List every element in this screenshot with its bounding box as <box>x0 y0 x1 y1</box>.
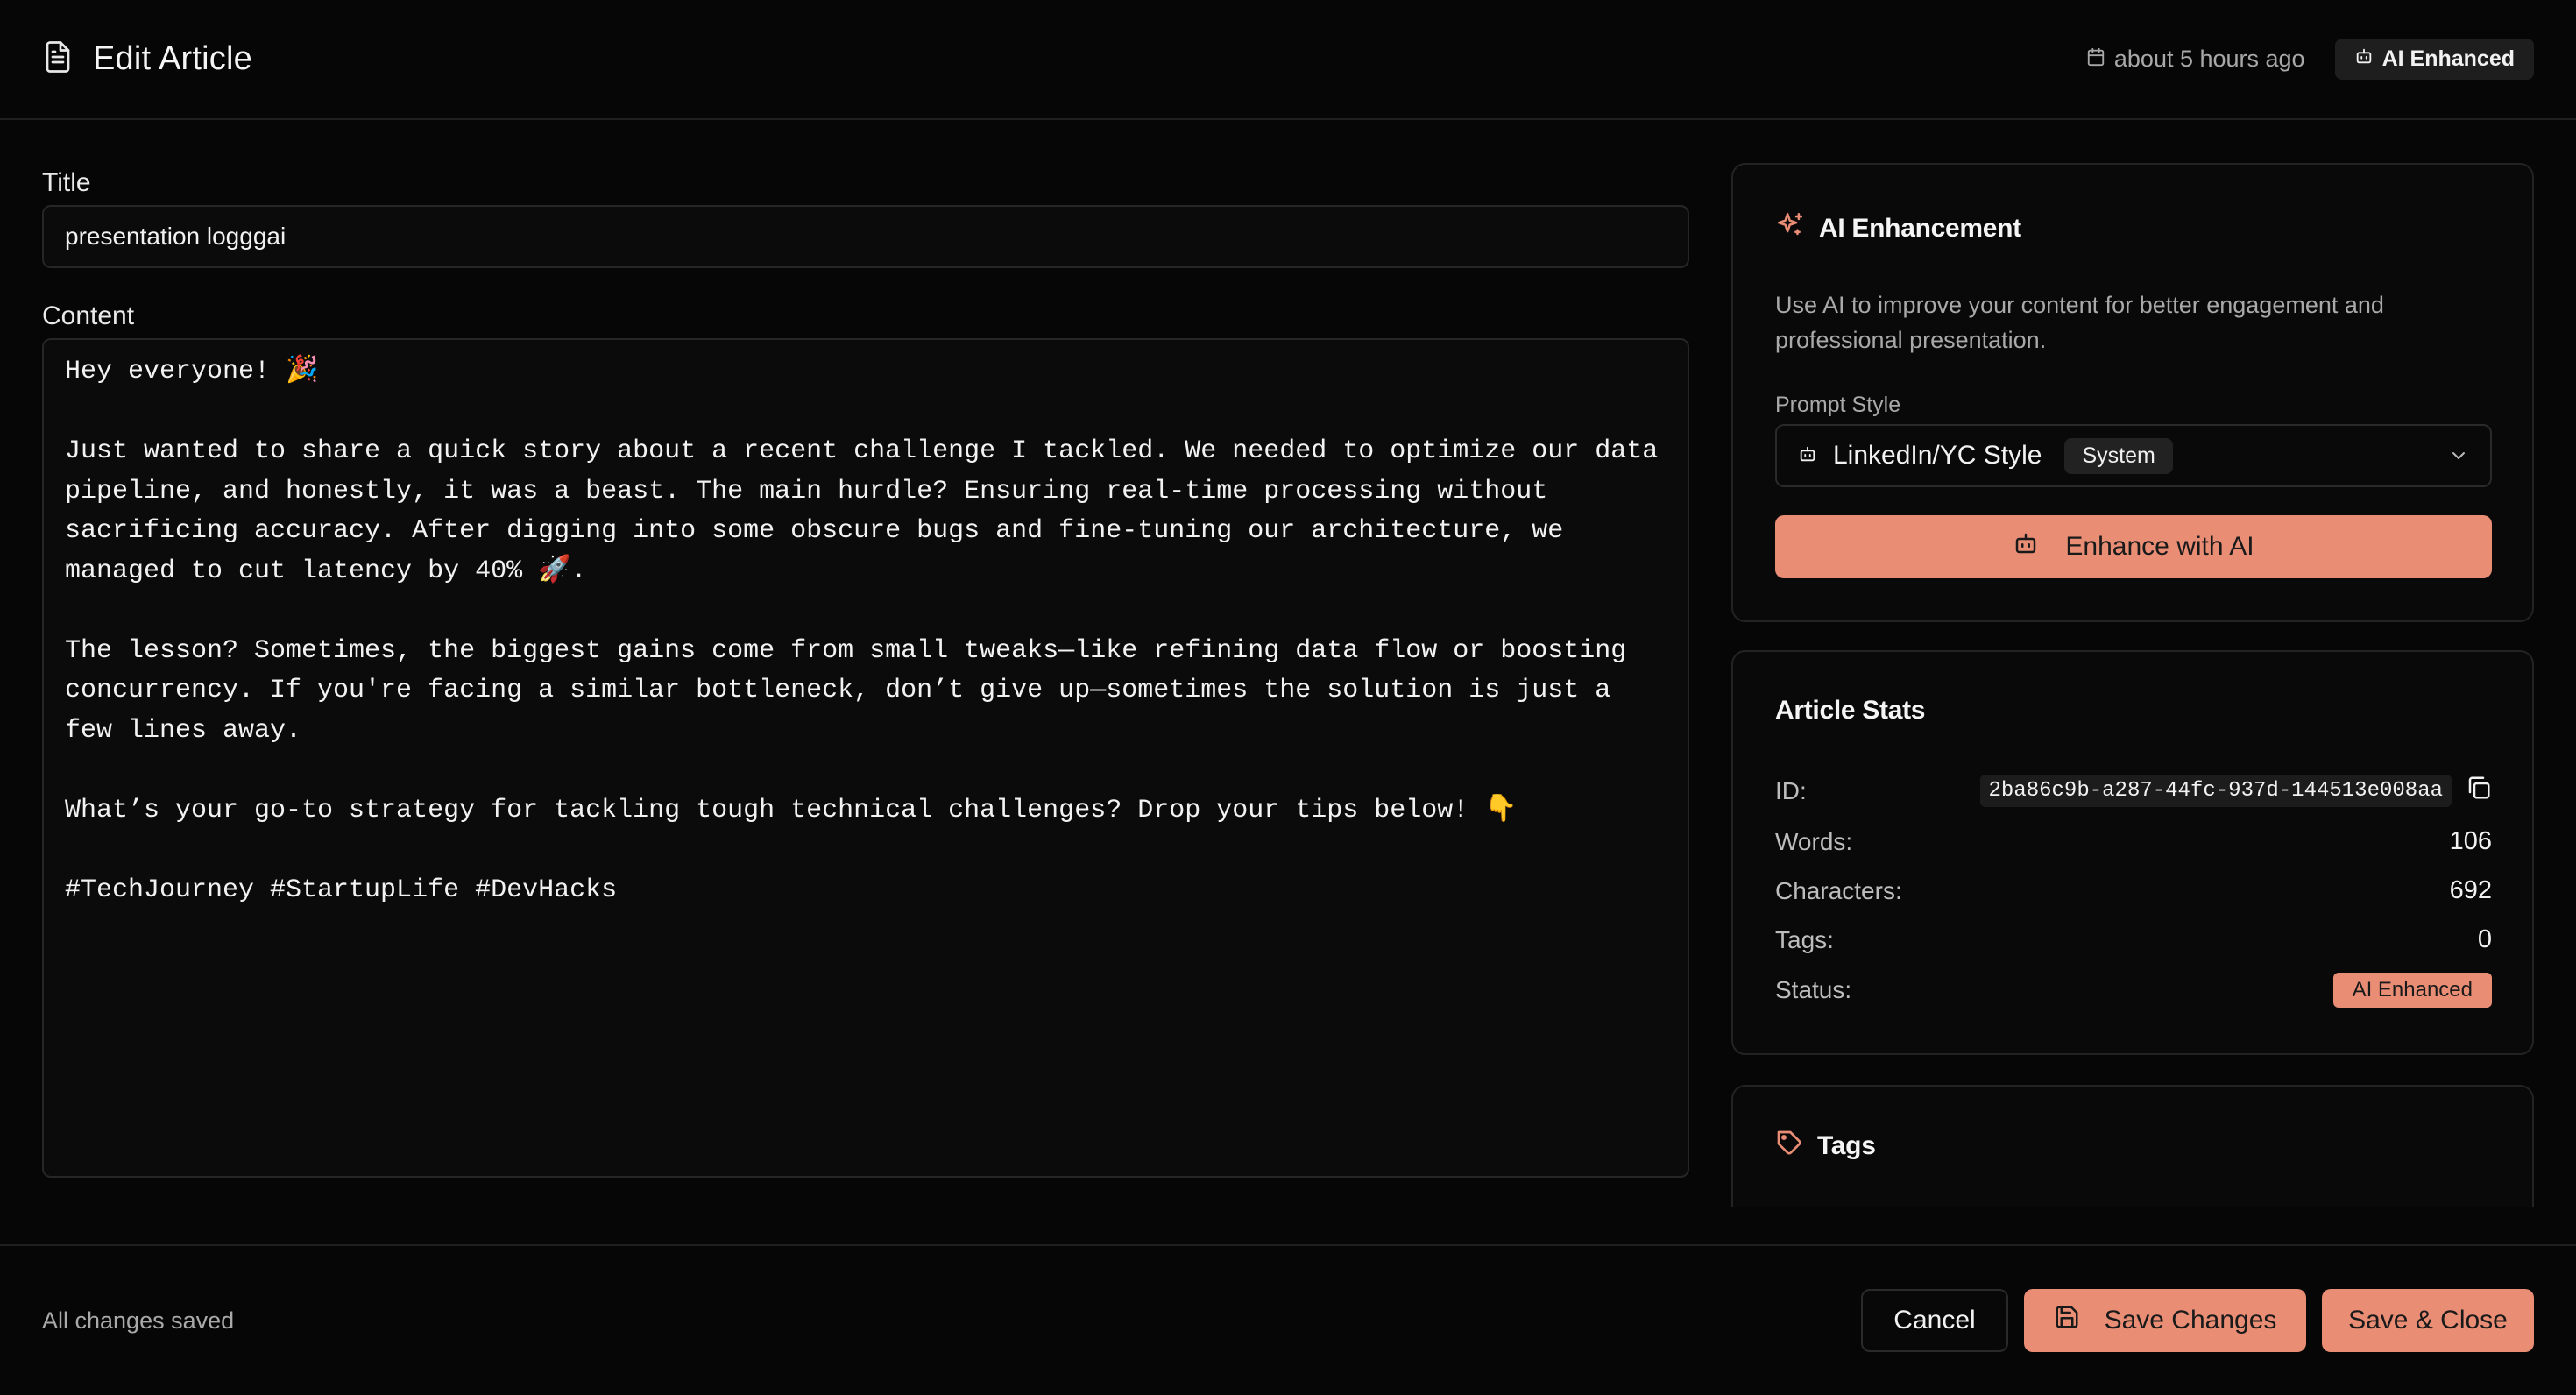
prompt-style-value: LinkedIn/YC Style <box>1833 441 2042 470</box>
prompt-style-select[interactable] <box>1775 424 2492 487</box>
bot-icon <box>2013 530 2039 563</box>
header-right <box>2086 39 2534 80</box>
characters-label: Characters: <box>1775 876 1902 904</box>
enhance-with-ai-button[interactable] <box>1775 515 2492 578</box>
tags-card-header <box>1775 1129 1876 1164</box>
ai-enhanced-badge <box>2335 39 2534 80</box>
status-badge: AI Enhanced <box>2333 973 2492 1008</box>
save-changes-label: Save Changes <box>2104 1306 2277 1335</box>
save-changes-button[interactable] <box>2024 1289 2306 1352</box>
ai-card-description: Use AI to improve your content for better engagement and professional presentation. <box>1775 292 2384 353</box>
words-value: 106 <box>2449 827 2492 855</box>
save-status: All changes saved <box>42 1306 235 1334</box>
title-input[interactable] <box>42 205 1689 268</box>
copy-icon[interactable] <box>2466 775 2492 807</box>
article-stats-card <box>1731 650 2534 1055</box>
chevron-down-icon <box>2448 445 2469 466</box>
tags-label: Tags: <box>1775 925 1834 953</box>
stats-row-words <box>1775 827 2492 856</box>
enhance-button-label: Enhance with AI <box>2065 532 2254 561</box>
status-label: Status: <box>1775 976 1852 1003</box>
bot-icon <box>1798 444 1817 468</box>
id-label: ID: <box>1775 776 1807 804</box>
tag-icon <box>1775 1129 1803 1164</box>
tags-card-title: Tags <box>1817 1131 1876 1160</box>
stats-row-characters <box>1775 876 2492 905</box>
system-chip: System <box>2064 438 2172 474</box>
ai-enhancement-card <box>1731 163 2534 622</box>
page-title: Edit Article <box>93 40 252 77</box>
sparkles-icon <box>1775 210 1805 247</box>
badge-text: AI Enhanced <box>2381 46 2515 71</box>
ai-card-header <box>1775 210 2021 247</box>
calendar-icon <box>2086 46 2105 73</box>
header <box>0 0 2576 120</box>
timestamp-text: about 5 hours ago <box>2113 46 2305 72</box>
characters-value: 692 <box>2449 876 2492 904</box>
article-id: 2ba86c9b-a287-44fc-937d-144513e008aa <box>1980 775 2452 807</box>
save-and-close-button[interactable]: Save & Close <box>2322 1289 2534 1352</box>
footer <box>0 1244 2576 1395</box>
tags-card <box>1731 1085 2534 1207</box>
stats-row-status <box>1775 973 2492 1008</box>
title-label: Title <box>42 168 91 197</box>
content-textarea[interactable] <box>42 338 1689 1178</box>
document-icon <box>42 39 74 79</box>
last-edited <box>2086 46 2305 73</box>
stats-card-title: Article Stats <box>1775 696 1926 725</box>
id-value-wrap <box>1980 775 2492 807</box>
stats-card-header <box>1775 696 1925 726</box>
header-left <box>42 39 252 79</box>
stats-row-tags <box>1775 925 2492 954</box>
tags-value: 0 <box>2477 925 2492 953</box>
prompt-style-label: Prompt Style <box>1775 393 1901 417</box>
footer-actions <box>1861 1289 2534 1352</box>
bot-icon <box>2354 46 2374 72</box>
stats-row-id <box>1775 775 2492 807</box>
content-label: Content <box>42 301 135 330</box>
cancel-button[interactable]: Cancel <box>1861 1289 2008 1352</box>
save-icon <box>2054 1304 2080 1337</box>
words-label: Words: <box>1775 827 1853 855</box>
ai-card-title: AI Enhancement <box>1819 214 2021 243</box>
